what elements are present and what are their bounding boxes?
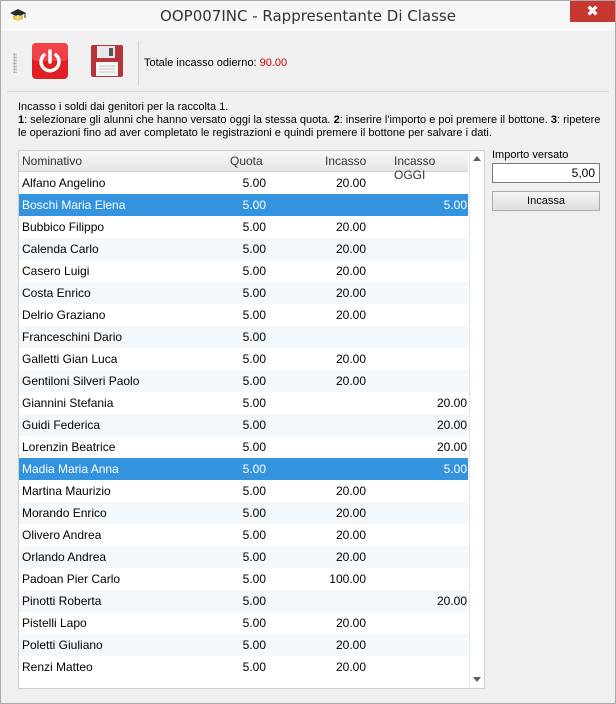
cell-name: Orlando Andrea bbox=[22, 550, 107, 564]
window-title: OOP007INC - Rappresentante Di Classe bbox=[160, 7, 456, 25]
cell-name: Galletti Gian Luca bbox=[22, 352, 118, 366]
instructions bbox=[18, 101, 608, 140]
power-icon bbox=[30, 70, 70, 84]
cell-paid: 20.00 bbox=[335, 528, 366, 542]
table-row[interactable] bbox=[19, 546, 468, 568]
cell-paid: 20.00 bbox=[335, 484, 366, 498]
daily-total-label: Totale incasso odierno: bbox=[144, 57, 257, 69]
column-header-name[interactable]: Nominativo bbox=[22, 154, 83, 168]
cell-name: Calenda Carlo bbox=[22, 242, 99, 256]
scroll-up-arrow-icon[interactable] bbox=[473, 156, 481, 161]
table-row[interactable] bbox=[19, 502, 468, 524]
table-row[interactable] bbox=[19, 370, 468, 392]
table-row[interactable] bbox=[19, 656, 468, 678]
table-row[interactable] bbox=[19, 436, 468, 458]
students-grid[interactable] bbox=[18, 150, 485, 689]
toolbar bbox=[7, 37, 609, 92]
cell-quota: 5.00 bbox=[242, 638, 266, 652]
cell-quota: 5.00 bbox=[242, 286, 266, 300]
step3-number: 3 bbox=[550, 114, 558, 126]
cell-paid: 20.00 bbox=[335, 220, 366, 234]
table-row[interactable] bbox=[19, 480, 468, 502]
table-row[interactable] bbox=[19, 568, 468, 590]
table-row[interactable] bbox=[19, 260, 468, 282]
cell-name: Pinotti Roberta bbox=[22, 594, 102, 608]
step2-text: : inserire l'importo e poi premere il bottone. bbox=[339, 114, 551, 126]
cell-quota: 5.00 bbox=[242, 550, 266, 564]
table-row[interactable] bbox=[19, 414, 468, 436]
step3-text: : ripetere le operazioni fino ad aver completato le registrazioni e quindi premere il bottone per salvare i dati. bbox=[18, 114, 601, 139]
cell-quota: 5.00 bbox=[242, 594, 266, 608]
table-row[interactable] bbox=[19, 612, 468, 634]
cell-quota: 5.00 bbox=[242, 660, 266, 674]
cell-quota: 5.00 bbox=[242, 528, 266, 542]
save-button[interactable] bbox=[87, 41, 127, 81]
cell-quota: 5.00 bbox=[242, 242, 266, 256]
floppy-save-icon bbox=[87, 70, 127, 84]
cell-quota: 5.00 bbox=[242, 506, 266, 520]
vertical-scrollbar[interactable] bbox=[469, 151, 485, 688]
cell-quota: 5.00 bbox=[242, 176, 266, 190]
cell-quota: 5.00 bbox=[242, 396, 266, 410]
cell-quota: 5.00 bbox=[242, 374, 266, 388]
cell-quota: 5.00 bbox=[242, 352, 266, 366]
cell-paid: 20.00 bbox=[335, 616, 366, 630]
cell-quota: 5.00 bbox=[242, 308, 266, 322]
cell-name: Bubbico Filippo bbox=[22, 220, 105, 234]
cell-name: Boschi Maria Elena bbox=[22, 198, 126, 212]
cell-paid: 20.00 bbox=[335, 660, 366, 674]
cell-paid: 20.00 bbox=[335, 550, 366, 564]
table-row[interactable] bbox=[19, 458, 468, 480]
instructions-steps bbox=[18, 114, 608, 140]
cell-name: Padoan Pier Carlo bbox=[22, 572, 121, 586]
cell-paid: 20.00 bbox=[335, 264, 366, 278]
cell-name: Alfano Angelino bbox=[22, 176, 106, 190]
cell-name: Poletti Giuliano bbox=[22, 638, 103, 652]
power-button[interactable] bbox=[30, 41, 70, 81]
cell-quota: 5.00 bbox=[242, 264, 266, 278]
table-row[interactable] bbox=[19, 326, 468, 348]
cell-name: Casero Luigi bbox=[22, 264, 90, 278]
table-row[interactable] bbox=[19, 194, 468, 216]
cell-paid: 20.00 bbox=[335, 374, 366, 388]
cell-quota: 5.00 bbox=[242, 484, 266, 498]
table-row[interactable] bbox=[19, 282, 468, 304]
cell-paid-today: 20.00 bbox=[436, 396, 467, 410]
cell-name: Giannini Stefania bbox=[22, 396, 114, 410]
cell-quota: 5.00 bbox=[242, 462, 266, 476]
step1-text: : selezionare gli alunni che hanno versato oggi la stessa quota. bbox=[24, 114, 334, 126]
cell-name: Costa Enrico bbox=[22, 286, 91, 300]
column-header-quota[interactable]: Quota bbox=[230, 154, 263, 168]
cell-name: Franceschini Dario bbox=[22, 330, 123, 344]
cell-name: Lorenzin Beatrice bbox=[22, 440, 116, 454]
step1-number: 1 bbox=[18, 114, 25, 126]
column-header-paid[interactable]: Incasso bbox=[325, 154, 367, 168]
amount-input[interactable] bbox=[492, 163, 600, 183]
daily-total bbox=[144, 57, 287, 69]
toolbar-grip[interactable] bbox=[13, 53, 17, 73]
cell-paid-today: 20.00 bbox=[436, 418, 467, 432]
table-row[interactable] bbox=[19, 238, 468, 260]
title-bar bbox=[1, 1, 615, 31]
cell-name: Morando Enrico bbox=[22, 506, 107, 520]
cell-name: Martina Maurizio bbox=[22, 484, 111, 498]
cell-paid-today: 20.00 bbox=[436, 440, 467, 454]
cell-name: Renzi Matteo bbox=[22, 660, 93, 674]
cell-quota: 5.00 bbox=[242, 616, 266, 630]
cell-quota: 5.00 bbox=[242, 418, 266, 432]
table-row[interactable] bbox=[19, 590, 468, 612]
cell-name: Pistelli Lapo bbox=[22, 616, 87, 630]
cell-name: Gentiloni Silveri Paolo bbox=[22, 374, 140, 388]
cell-paid: 20.00 bbox=[335, 638, 366, 652]
amount-label: Importo versato bbox=[492, 149, 569, 161]
cell-name: Guidi Federica bbox=[22, 418, 101, 432]
table-row[interactable] bbox=[19, 524, 468, 546]
cell-paid-today: 5.00 bbox=[443, 462, 467, 476]
cell-name: Delrio Graziano bbox=[22, 308, 106, 322]
scroll-down-arrow-icon[interactable] bbox=[473, 677, 481, 682]
grid-header bbox=[19, 151, 468, 182]
cell-name: Madia Maria Anna bbox=[22, 462, 119, 476]
instructions-intro: Incasso i soldi dai genitori per la raccolta 1. bbox=[18, 101, 229, 113]
cell-paid: 100.00 bbox=[329, 572, 366, 586]
column-header-paid-today[interactable]: Incasso OGGI bbox=[394, 154, 436, 182]
cell-paid: 20.00 bbox=[335, 308, 366, 322]
table-row[interactable] bbox=[19, 216, 468, 238]
cell-paid: 20.00 bbox=[335, 176, 366, 190]
cell-paid-today: 5.00 bbox=[443, 198, 467, 212]
cell-paid-today: 20.00 bbox=[436, 594, 467, 608]
cell-quota: 5.00 bbox=[242, 330, 266, 344]
cell-paid: 20.00 bbox=[335, 242, 366, 256]
step2-number: 2 bbox=[333, 114, 340, 126]
table-row[interactable] bbox=[19, 348, 468, 370]
table-row[interactable] bbox=[19, 172, 468, 194]
cell-quota: 5.00 bbox=[242, 572, 266, 586]
table-row[interactable] bbox=[19, 304, 468, 326]
cell-paid: 20.00 bbox=[335, 286, 366, 300]
cell-quota: 5.00 bbox=[242, 220, 266, 234]
cell-quota: 5.00 bbox=[242, 198, 266, 212]
daily-total-value: 90.00 bbox=[259, 57, 288, 69]
table-row[interactable] bbox=[19, 634, 468, 656]
close-button[interactable]: ✖ bbox=[570, 1, 615, 22]
toolbar-separator bbox=[138, 41, 139, 85]
grid-rows bbox=[19, 172, 468, 678]
table-row[interactable] bbox=[19, 392, 468, 414]
cell-quota: 5.00 bbox=[242, 440, 266, 454]
cell-name: Olivero Andrea bbox=[22, 528, 102, 542]
cell-paid: 20.00 bbox=[335, 352, 366, 366]
cell-paid: 20.00 bbox=[335, 506, 366, 520]
cash-button[interactable]: Incassa bbox=[492, 191, 600, 211]
